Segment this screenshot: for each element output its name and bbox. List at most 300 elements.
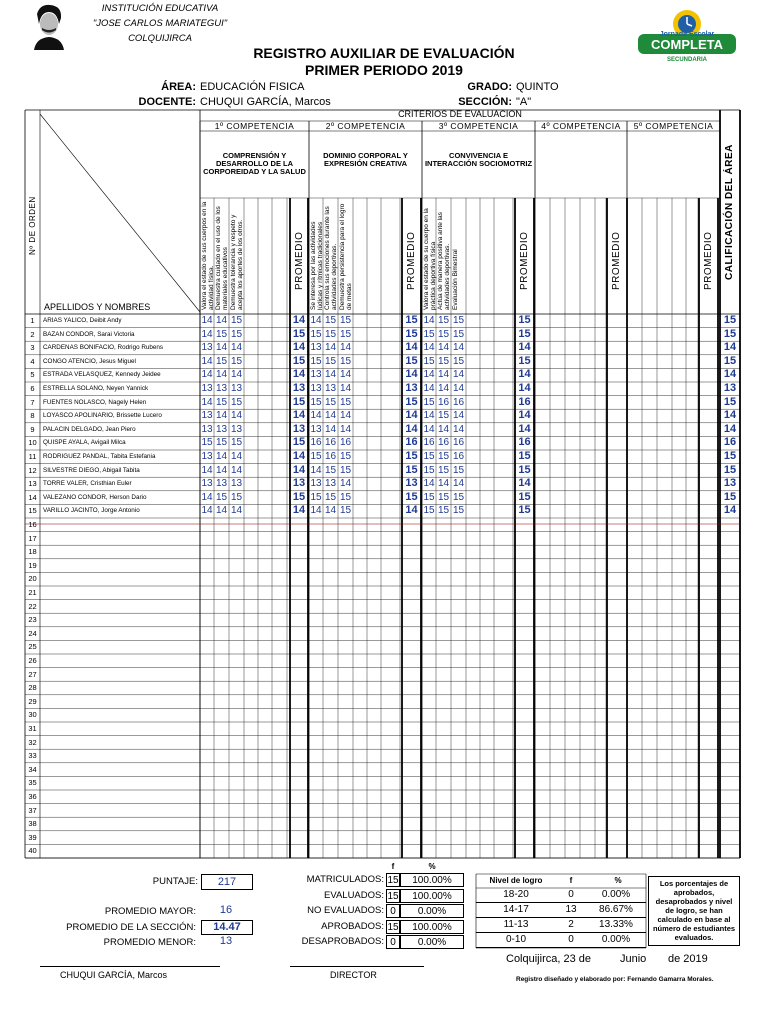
score-cell: 15 bbox=[230, 355, 243, 367]
score-cell: 13 bbox=[310, 383, 322, 394]
score-cell: 15 bbox=[215, 437, 228, 449]
promedio-cell: 14 bbox=[405, 409, 418, 422]
score-cell: 14 bbox=[437, 383, 450, 394]
promedio-cell: 13 bbox=[292, 382, 306, 394]
row-number: 39 bbox=[28, 832, 37, 842]
score-cell: 14 bbox=[452, 342, 465, 354]
score-cell: 14 bbox=[215, 451, 228, 462]
score-cell: 16 bbox=[437, 437, 450, 449]
stat-label: APROBADOS: bbox=[321, 920, 384, 932]
score-cell: 15 bbox=[452, 491, 465, 503]
promedio-header-2: PROMEDIO bbox=[406, 231, 417, 290]
score-cell: 15 bbox=[310, 396, 322, 408]
promedio-header-4: PROMEDIO bbox=[611, 231, 622, 290]
stat-pct: 0.00% bbox=[400, 904, 464, 918]
docente-label: DOCENTE: bbox=[138, 96, 196, 108]
promedio-cell: 15 bbox=[405, 463, 418, 476]
row-number: 2 bbox=[30, 329, 35, 339]
score-cell: 15 bbox=[230, 328, 243, 340]
final-grade-cell: 14 bbox=[723, 341, 737, 354]
promedio-header-5: PROMEDIO bbox=[703, 231, 714, 290]
promedio-cell: 15 bbox=[292, 327, 306, 340]
stat-f: 15 bbox=[387, 875, 399, 886]
promedio-cell: 13 bbox=[292, 477, 306, 490]
score-cell: 14 bbox=[215, 505, 228, 517]
score-cell: 14 bbox=[230, 342, 243, 354]
promedio-cell: 15 bbox=[518, 354, 531, 367]
row-number: 16 bbox=[28, 520, 37, 529]
stat-pct: 100.00% bbox=[400, 873, 464, 887]
row-number: 33 bbox=[28, 751, 37, 761]
promedio-cell: 14 bbox=[405, 368, 418, 381]
promedio-cell: 14 bbox=[518, 382, 531, 394]
score-cell: 14 bbox=[201, 355, 213, 367]
director-signature: DIRECTOR bbox=[330, 970, 377, 980]
final-grade-cell: 14 bbox=[723, 422, 737, 435]
row-number: 22 bbox=[28, 601, 37, 611]
score-cell: 14 bbox=[452, 478, 465, 490]
promedio-cell: 15 bbox=[405, 354, 418, 367]
score-cell: 14 bbox=[201, 464, 213, 476]
promedio-cell: 15 bbox=[405, 395, 418, 408]
score-cell: 14 bbox=[310, 505, 322, 517]
score-cell: 14 bbox=[310, 464, 322, 476]
criterion-3-3: Evaluación Bimestral bbox=[452, 249, 459, 310]
score-cell: 15 bbox=[437, 315, 450, 326]
row-number: 8 bbox=[30, 411, 35, 421]
nivel-f-header: f bbox=[569, 876, 573, 885]
stat-pct: 100.00% bbox=[400, 920, 464, 934]
competency-name-2: DOMINIO CORPORAL Y EXPRESIÓN CREATIVA bbox=[323, 151, 408, 168]
orden-label: Nº DE ORDEN bbox=[28, 196, 37, 255]
promedio-header-3: PROMEDIO bbox=[519, 231, 530, 290]
row-number: 4 bbox=[30, 356, 35, 366]
page-subtitle: PRIMER PERIODO 2019 bbox=[305, 62, 463, 78]
score-cell: 16 bbox=[452, 396, 465, 408]
score-cell: 15 bbox=[423, 355, 435, 367]
promedio-cell: 14 bbox=[405, 422, 418, 435]
score-cell: 15 bbox=[310, 451, 322, 462]
row-number: 28 bbox=[28, 683, 37, 693]
score-cell: 14 bbox=[215, 410, 228, 422]
score-cell: 15 bbox=[201, 437, 213, 449]
score-cell: 15 bbox=[437, 451, 450, 462]
final-grade-cell: 15 bbox=[723, 450, 737, 462]
stat-f: 0 bbox=[386, 935, 400, 949]
promedio-cell: 16 bbox=[518, 395, 531, 408]
criterion-2-3: Demuestra persistencia para el logro de metas bbox=[339, 203, 353, 310]
stats-f-header: f bbox=[391, 862, 395, 871]
score-cell: 15 bbox=[423, 491, 435, 503]
row-number: 13 bbox=[28, 479, 37, 489]
row-number: 37 bbox=[28, 805, 37, 815]
score-cell: 14 bbox=[423, 383, 435, 394]
nivel-f: 0 bbox=[556, 888, 586, 903]
student-name: ESTRELLA SOLANO, Neyen Yannick bbox=[43, 385, 149, 392]
score-cell: 14 bbox=[339, 478, 352, 490]
score-cell: 14 bbox=[437, 423, 450, 435]
competency-name-1: COMPRENSIÓN Y DESARROLLO DE LA CORPOREIDAD Y LA SALUD bbox=[203, 151, 306, 176]
final-grade-cell: 16 bbox=[723, 436, 737, 449]
score-cell: 13 bbox=[310, 423, 322, 435]
score-cell: 14 bbox=[215, 342, 228, 354]
score-cell: 14 bbox=[310, 410, 322, 422]
score-cell: 15 bbox=[230, 491, 243, 503]
score-cell: 14 bbox=[201, 491, 213, 503]
student-name: QUISPE AYALA, Avigail Milca bbox=[43, 439, 126, 447]
score-cell: 14 bbox=[339, 410, 352, 422]
criterion-1-2: Demuestra cuidado en el uso de los materiales educativos bbox=[215, 206, 229, 310]
area-label: ÁREA: bbox=[161, 81, 196, 93]
percentage-note: Los porcentajes de aprobados, desaprobados y nivel de logro, se han calculado en base al número de estudiantes evaluados. bbox=[648, 876, 740, 946]
row-number: 40 bbox=[28, 846, 37, 856]
director-signature-line bbox=[290, 966, 424, 967]
row-number: 26 bbox=[28, 656, 37, 665]
institution-line-2: "JOSE CARLOS MARIATEGUI" bbox=[92, 18, 228, 29]
score-cell: 15 bbox=[452, 328, 465, 340]
promedio-cell: 14 bbox=[518, 368, 531, 381]
row-number: 18 bbox=[28, 547, 37, 557]
seccion-value: "A" bbox=[516, 96, 532, 108]
score-cell: 16 bbox=[452, 437, 465, 449]
score-cell: 15 bbox=[437, 410, 450, 422]
stat-label: NO EVALUADOS: bbox=[307, 905, 384, 916]
page-title: REGISTRO AUXILIAR DE EVALUACIÓN bbox=[253, 45, 515, 61]
row-number: 36 bbox=[28, 792, 37, 801]
criterion-1-1: Valora el estado de sus cuerpos en la actividad física. bbox=[201, 201, 215, 310]
student-name: VARILLO JACINTO, Jorge Antonio bbox=[43, 507, 140, 515]
student-name: FUENTES NOLASCO, Nagely Helen bbox=[43, 398, 147, 406]
row-number: 6 bbox=[30, 384, 35, 393]
promedio-cell: 14 bbox=[518, 341, 531, 354]
score-cell: 13 bbox=[201, 383, 213, 394]
row-number: 5 bbox=[30, 370, 35, 380]
row-number: 9 bbox=[30, 424, 35, 434]
promedio-cell: 15 bbox=[405, 327, 418, 340]
score-cell: 13 bbox=[324, 383, 337, 394]
promedio-cell: 14 bbox=[292, 450, 306, 462]
score-cell: 14 bbox=[452, 410, 465, 422]
criterion-3-1: Valora el estado de su cuerpo en la práctica deportiva física bbox=[423, 208, 437, 310]
student-name: BAZAN CONDOR, Sarai Victoria bbox=[43, 330, 135, 338]
row-number: 27 bbox=[28, 669, 37, 679]
stat-label: MATRICULADOS: bbox=[306, 874, 384, 885]
student-name: LOYASCO APOLINARIO, Brissette Lucero bbox=[43, 412, 162, 420]
score-cell: 15 bbox=[339, 451, 352, 462]
puntaje-label: PUNTAJE: bbox=[152, 876, 198, 887]
promedio-cell: 14 bbox=[292, 368, 306, 381]
score-cell: 15 bbox=[452, 505, 465, 517]
score-cell: 15 bbox=[215, 491, 228, 503]
row-number: 17 bbox=[28, 533, 37, 543]
promedio-cell: 15 bbox=[518, 463, 531, 476]
score-cell: 15 bbox=[230, 315, 243, 326]
promedio-mayor-label: PROMEDIO MAYOR: bbox=[104, 906, 196, 917]
promedio-cell: 13 bbox=[405, 477, 418, 490]
date-year: de 2019 bbox=[668, 953, 708, 965]
nivel-label: Nivel de logro bbox=[489, 876, 543, 885]
score-cell: 15 bbox=[215, 328, 228, 340]
competency-label-3: 3º COMPETENCIA bbox=[438, 121, 519, 131]
score-cell: 13 bbox=[310, 369, 322, 381]
score-cell: 14 bbox=[201, 505, 213, 517]
calificacion-label: CALIFICACIÓN DEL ÁREA bbox=[724, 144, 735, 280]
score-cell: 15 bbox=[324, 328, 337, 340]
score-cell: 13 bbox=[201, 410, 213, 422]
score-cell: 13 bbox=[230, 478, 243, 490]
score-cell: 14 bbox=[324, 410, 337, 422]
promedio-cell: 15 bbox=[518, 327, 531, 340]
score-cell: 13 bbox=[201, 478, 213, 490]
row-number: 7 bbox=[30, 397, 35, 407]
score-cell: 14 bbox=[201, 328, 213, 340]
promedio-cell: 15 bbox=[405, 314, 418, 326]
promedio-cell: 14 bbox=[405, 504, 418, 517]
score-cell: 14 bbox=[423, 410, 435, 422]
student-name: ESTRADA VELASQUEZ, Kennedy Jeidee bbox=[43, 371, 161, 379]
nivel-pct-header: % bbox=[614, 876, 622, 885]
stat-f: 15 bbox=[387, 921, 399, 933]
promedio-cell: 14 bbox=[518, 477, 531, 490]
score-cell: 14 bbox=[452, 369, 465, 381]
row-number: 20 bbox=[28, 574, 37, 584]
score-cell: 16 bbox=[310, 437, 322, 449]
nivel-pct: 0.00% bbox=[586, 888, 646, 903]
institution-line-3: COLQUIJIRCA bbox=[128, 33, 192, 44]
score-cell: 15 bbox=[215, 355, 228, 367]
row-number: 38 bbox=[28, 819, 37, 829]
score-cell: 14 bbox=[423, 315, 435, 326]
score-cell: 15 bbox=[452, 315, 465, 326]
score-cell: 15 bbox=[215, 396, 228, 408]
score-cell: 15 bbox=[230, 437, 243, 449]
score-cell: 15 bbox=[437, 464, 450, 476]
promedio-cell: 14 bbox=[292, 504, 306, 517]
seccion-label: SECCIÓN: bbox=[458, 96, 512, 108]
score-cell: 13 bbox=[230, 423, 243, 435]
score-cell: 15 bbox=[339, 396, 352, 408]
promedio-cell: 15 bbox=[405, 450, 418, 462]
promedio-cell: 14 bbox=[292, 463, 306, 476]
score-cell: 14 bbox=[201, 369, 213, 381]
row-number: 11 bbox=[28, 452, 37, 461]
score-cell: 13 bbox=[215, 383, 228, 394]
criterion-2-2: Controla sus emociones durante las actividades deportivas. bbox=[324, 206, 338, 310]
promedio-cell: 14 bbox=[518, 409, 531, 422]
promedio-cell: 15 bbox=[292, 490, 306, 503]
logo-text-3: SECUNDARIA bbox=[666, 57, 708, 63]
teacher-signature-line bbox=[40, 966, 220, 967]
score-cell: 15 bbox=[310, 355, 322, 367]
score-cell: 15 bbox=[339, 355, 352, 367]
promedio-seccion-value: 14.47 bbox=[201, 920, 253, 935]
area-value: EDUCACIÓN FISICA bbox=[200, 81, 305, 93]
score-cell: 13 bbox=[215, 423, 228, 435]
promedio-cell: 15 bbox=[292, 436, 306, 449]
criterion-3-2: Actúa de manera positiva ante las actividades deportivas. bbox=[437, 212, 451, 310]
score-cell: 14 bbox=[324, 369, 337, 381]
final-grade-cell: 14 bbox=[723, 504, 737, 517]
score-cell: 13 bbox=[215, 478, 228, 490]
score-cell: 13 bbox=[310, 342, 322, 354]
score-cell: 14 bbox=[230, 464, 243, 476]
puntaje-value: 217 bbox=[201, 874, 253, 890]
design-credit: Registro diseñado y elaborado por: Fernando Gamarra Morales. bbox=[516, 976, 714, 983]
score-cell: 16 bbox=[324, 437, 337, 449]
score-cell: 15 bbox=[310, 328, 322, 340]
grado-label: GRADO: bbox=[467, 81, 512, 93]
logo-text-2: COMPLETA bbox=[651, 37, 723, 52]
score-cell: 14 bbox=[339, 383, 352, 394]
score-cell: 14 bbox=[215, 369, 228, 381]
score-cell: 15 bbox=[324, 396, 337, 408]
score-cell: 16 bbox=[339, 437, 352, 449]
stat-pct: 0.00% bbox=[400, 935, 464, 949]
score-cell: 15 bbox=[339, 315, 352, 326]
student-name: VALEZANO CONDOR, Herson Dario bbox=[43, 493, 147, 501]
final-grade-cell: 15 bbox=[723, 314, 737, 326]
promedio-seccion-label: PROMEDIO DE LA SECCIÓN: bbox=[66, 922, 196, 933]
competency-name-3: CONVIVENCIA E INTERACCIÓN SOCIOMOTRIZ bbox=[424, 151, 533, 168]
student-name: ARIAS YALICO, Deibit Andy bbox=[43, 317, 122, 324]
final-grade-cell: 15 bbox=[723, 395, 737, 408]
score-cell: 14 bbox=[423, 423, 435, 435]
score-cell: 15 bbox=[423, 328, 435, 340]
student-name: CONGO ATENCIO, Jesus Miguel bbox=[43, 357, 136, 365]
score-cell: 14 bbox=[201, 315, 213, 326]
score-cell: 16 bbox=[437, 396, 450, 408]
student-name: CARDENAS BONIFACIO, Rodrigo Rubens bbox=[43, 344, 164, 352]
stat-label: EVALUADOS: bbox=[323, 889, 384, 901]
score-cell: 14 bbox=[324, 342, 337, 354]
promedio-cell: 15 bbox=[292, 395, 306, 408]
score-cell: 14 bbox=[215, 464, 228, 476]
score-cell: 15 bbox=[437, 355, 450, 367]
score-cell: 15 bbox=[339, 491, 352, 503]
score-cell: 13 bbox=[201, 451, 213, 462]
student-name: RODRIGUEZ PANDAL, Tabita Estefania bbox=[43, 453, 156, 460]
promedio-cell: 14 bbox=[292, 341, 306, 354]
score-cell: 14 bbox=[437, 342, 450, 354]
stat-f: 0 bbox=[386, 904, 400, 918]
row-number: 14 bbox=[28, 492, 37, 502]
date-month: Junio bbox=[620, 953, 647, 965]
score-cell: 14 bbox=[230, 369, 243, 381]
competency-label-2: 2º COMPETENCIA bbox=[325, 121, 406, 131]
score-cell: 15 bbox=[324, 315, 337, 326]
row-number: 15 bbox=[28, 506, 37, 516]
nombres-label: APELLIDOS Y NOMBRES bbox=[44, 302, 151, 312]
score-cell: 15 bbox=[324, 491, 337, 503]
promedio-cell: 16 bbox=[518, 436, 531, 449]
score-cell: 15 bbox=[230, 396, 243, 408]
score-cell: 13 bbox=[230, 383, 243, 394]
student-name: SILVESTRE DIEGO, Abigail Tabita bbox=[43, 466, 140, 474]
score-cell: 14 bbox=[452, 383, 465, 394]
score-cell: 15 bbox=[324, 464, 337, 476]
institution-line-1: INSTITUCIÓN EDUCATIVA bbox=[101, 3, 219, 14]
score-cell: 15 bbox=[339, 328, 352, 340]
score-cell: 14 bbox=[339, 369, 352, 381]
row-number: 25 bbox=[28, 642, 37, 652]
promedio-menor-value: 13 bbox=[219, 935, 233, 947]
score-cell: 14 bbox=[437, 369, 450, 381]
promedio-cell: 15 bbox=[405, 490, 418, 503]
stats-pct-header: % bbox=[428, 862, 436, 871]
criterion-2-1: Se interesa por las actividades lúdicas y rítmicas tradicionales bbox=[310, 221, 324, 310]
row-number: 3 bbox=[30, 343, 35, 353]
student-name: TORRE VALER, Cristhian Euler bbox=[43, 480, 132, 488]
score-cell: 15 bbox=[423, 396, 435, 408]
row-number: 35 bbox=[28, 778, 37, 788]
row-number: 29 bbox=[28, 696, 37, 706]
nivel-pct: 0.00% bbox=[586, 933, 646, 948]
score-cell: 13 bbox=[324, 478, 337, 490]
docente-value: CHUQUI GARCÍA, Marcos bbox=[200, 96, 331, 108]
stat-label: DESAPROBADOS: bbox=[301, 936, 384, 947]
teacher-signature: CHUQUI GARCÍA, Marcos bbox=[60, 970, 168, 980]
score-cell: 14 bbox=[437, 478, 450, 490]
score-cell: 16 bbox=[324, 451, 337, 462]
score-cell: 13 bbox=[201, 342, 213, 354]
score-cell: 14 bbox=[339, 342, 352, 354]
row-number: 31 bbox=[28, 724, 37, 733]
row-number: 12 bbox=[28, 465, 37, 475]
nivel-range: 11-13 bbox=[476, 918, 556, 933]
score-cell: 14 bbox=[324, 505, 337, 517]
score-cell: 14 bbox=[452, 423, 465, 435]
promedio-cell: 14 bbox=[292, 409, 306, 422]
promedio-cell: 15 bbox=[292, 354, 306, 367]
competency-label-1: 1º COMPETENCIA bbox=[214, 121, 295, 131]
nivel-range: 14-17 bbox=[476, 903, 556, 918]
student-name: PALACIN DELGADO, Jean Piero bbox=[43, 425, 136, 433]
logo-text-1: Jornada Escolar bbox=[659, 31, 715, 38]
row-number: 30 bbox=[28, 710, 37, 720]
row-number: 23 bbox=[28, 615, 37, 625]
criterion-1-3: Demuestra tolerancia y respeto y acepta los aportes de los otros. bbox=[230, 214, 244, 310]
score-cell: 14 bbox=[339, 423, 352, 435]
score-cell: 15 bbox=[310, 491, 322, 503]
criterios-label: CRITERIOS DE EVALUACION bbox=[398, 109, 522, 119]
promedio-cell: 14 bbox=[405, 341, 418, 354]
promedio-menor-label: PROMEDIO MENOR: bbox=[103, 937, 196, 948]
final-grade-cell: 13 bbox=[723, 382, 737, 394]
nivel-f: 0 bbox=[556, 933, 586, 948]
promedio-cell: 15 bbox=[518, 490, 531, 503]
score-cell: 15 bbox=[437, 328, 450, 340]
date-place: Colquijirca, 23 de bbox=[506, 953, 591, 965]
competency-label-4: 4º COMPETENCIA bbox=[541, 121, 621, 131]
nivel-pct: 13.33% bbox=[586, 918, 646, 933]
promedio-cell: 15 bbox=[518, 314, 531, 326]
row-number: 24 bbox=[28, 628, 37, 638]
final-grade-cell: 14 bbox=[723, 409, 737, 422]
score-cell: 15 bbox=[423, 451, 435, 462]
score-cell: 16 bbox=[452, 451, 465, 462]
nivel-range: 18-20 bbox=[476, 888, 556, 903]
score-cell: 13 bbox=[310, 478, 322, 490]
promedio-mayor-value: 16 bbox=[219, 904, 233, 916]
promedio-cell: 16 bbox=[405, 436, 418, 449]
promedio-cell: 15 bbox=[518, 450, 531, 462]
score-cell: 16 bbox=[423, 437, 435, 449]
score-cell: 15 bbox=[339, 464, 352, 476]
nivel-f: 13 bbox=[556, 903, 586, 918]
promedio-cell: 13 bbox=[292, 422, 306, 435]
score-cell: 15 bbox=[437, 491, 450, 503]
score-cell: 14 bbox=[310, 315, 322, 326]
